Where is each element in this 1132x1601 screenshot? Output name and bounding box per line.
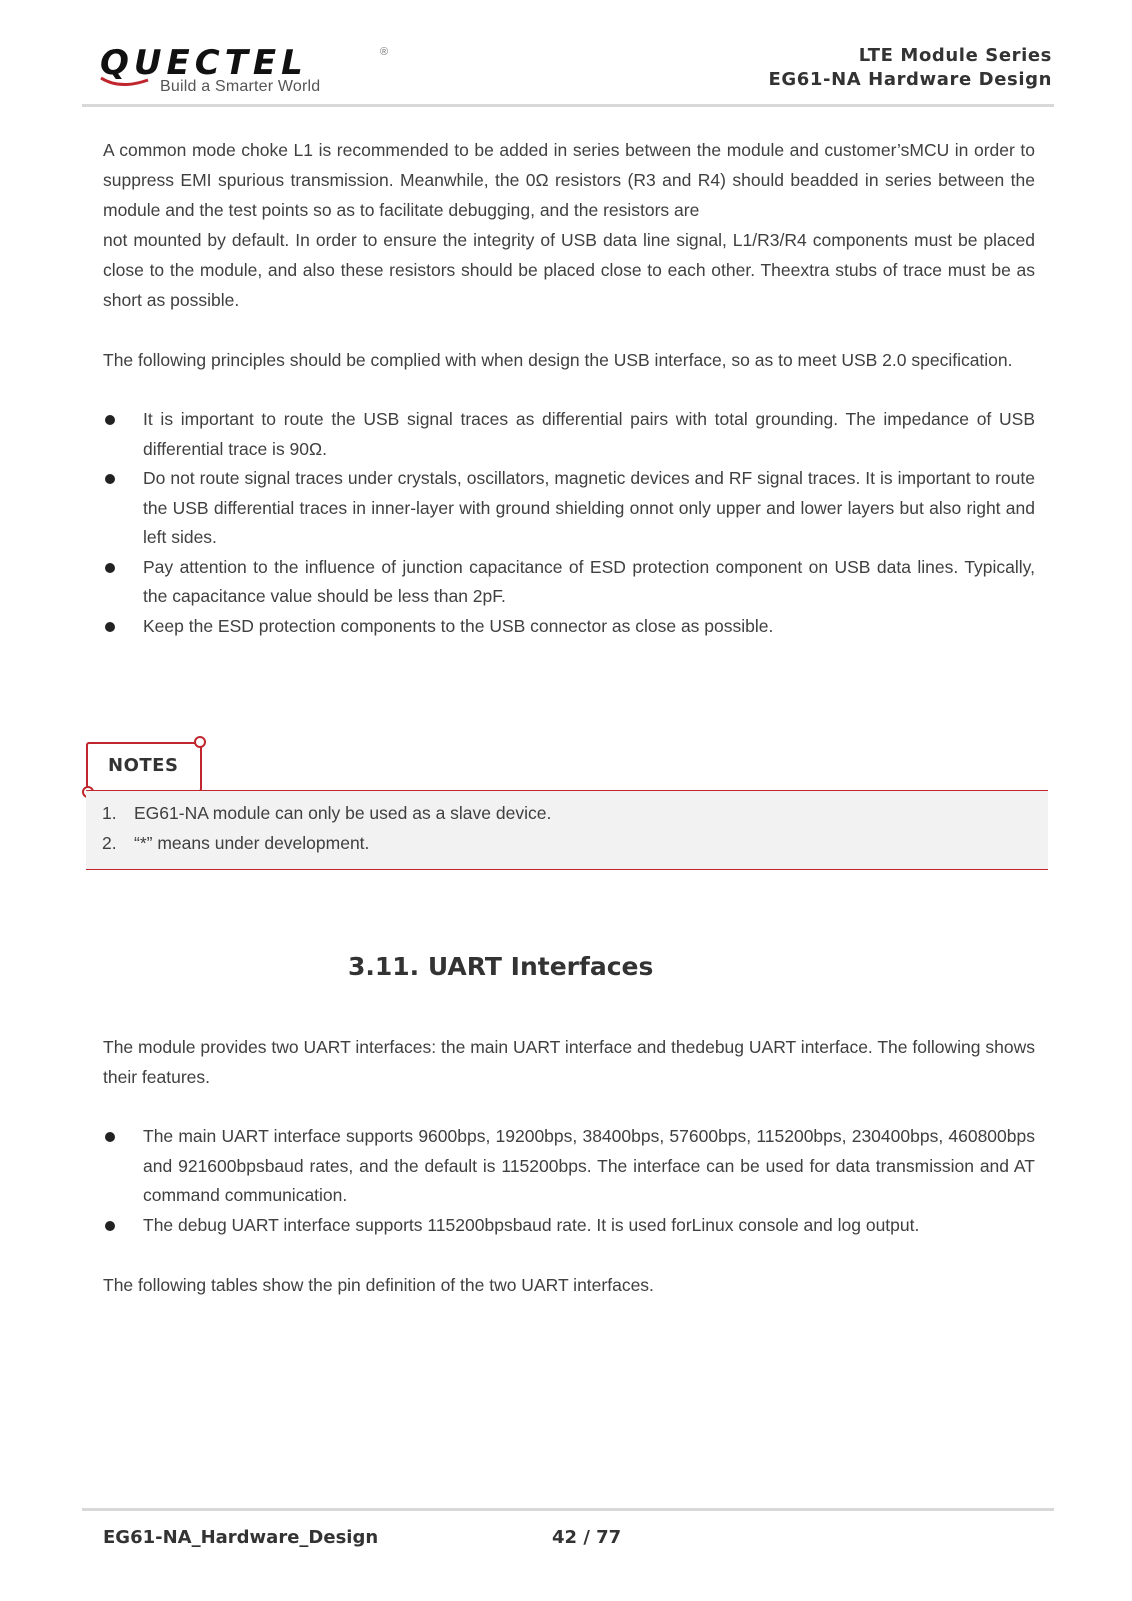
uart-features-list <box>103 1122 1035 1240</box>
list-item: 2. “*” means under development. <box>102 832 370 853</box>
quectel-logo <box>100 44 400 100</box>
bullet-icon <box>105 1132 115 1142</box>
page-footer <box>82 1508 1054 1548</box>
document-title: EG61-NA Hardware Design <box>768 69 1052 90</box>
header-titles <box>769 44 1052 92</box>
logo-swoosh-icon <box>100 74 150 88</box>
list-item: The debug UART interface supports 115200bpsbaud rate. It is used forLinux console and log output. <box>103 1211 1035 1241</box>
logo-tagline: Build a Smarter World <box>160 78 321 95</box>
usb-principles-intro: The following principles should be complied with when design the USB interface, so as to meet USB 2.0 specification. <box>103 350 1013 370</box>
bullet-icon <box>105 415 115 425</box>
notes-block <box>86 742 1048 880</box>
notes-box <box>86 790 1048 870</box>
usb-design-section <box>103 135 1035 641</box>
list-item: 1. EG61-NA module can only be used as a slave device. <box>102 803 552 823</box>
uart-tables-intro: The following tables show the pin definition of the two UART interfaces. <box>103 1275 654 1295</box>
list-item: Pay attention to the influence of junction capacitance of ESD protection component on USB data lines. Typically, the capacitance value should be less than 2pF. <box>103 553 1035 612</box>
list-item: The main UART interface supports 9600bps, 19200bps, 38400bps, 57600bps, 115200bps, 230400bps, 460800bps and 921600bpsbaud rates, and the default is 115200bps. The interface can be used for data transmission and AT command communication. <box>103 1122 1035 1211</box>
page-number: 42 / 77 <box>552 1527 622 1548</box>
logo-wordmark: QUECTEL <box>100 43 308 83</box>
choke-paragraph-part2: not mounted by default. In order to ensure the integrity of USB data line signal, L1/R3/R4 components must be placed close to the module, and also these resistors should be placed close to each other. Theextra stubs of trace must be as short as possible. <box>103 230 1035 310</box>
uart-section <box>103 1032 1035 1300</box>
list-item: It is important to route the USB signal traces as differential pairs with total grounding. The impedance of USB differential trace is 90Ω. <box>103 405 1035 464</box>
registered-mark-icon: ® <box>380 46 389 58</box>
bullet-icon <box>105 563 115 573</box>
choke-paragraph-part1: A common mode choke L1 is recommended to be added in series between the module and customer’sMCU in order to suppress EMI spurious transmission. Meanwhile, the 0Ω resistors (R3 and R4) should beadded in series between the module and the test points so as to facilitate debugging, and the resistors are <box>103 140 1035 220</box>
notes-list <box>86 791 1048 858</box>
notes-scroll-icon <box>86 742 202 792</box>
bullet-icon <box>105 1221 115 1231</box>
list-item: Keep the ESD protection components to the USB connector as close as possible. <box>103 612 1035 642</box>
uart-intro: The module provides two UART interfaces: the main UART interface and thedebug UART interface. The following shows their features. <box>103 1037 1035 1087</box>
usb-principles-list <box>103 405 1035 641</box>
section-heading: 3.11. UART Interfaces <box>348 952 654 981</box>
series-title: LTE Module Series <box>858 45 1052 66</box>
footer-doc-name: EG61-NA_Hardware_Design <box>103 1527 379 1548</box>
page-header <box>82 38 1054 107</box>
bullet-icon <box>105 622 115 632</box>
list-item: Do not route signal traces under crystals, oscillators, magnetic devices and RF signal traces. It is important to route the USB differential traces in inner-layer with ground shielding onnot only upper and lower layers but also right and left sides. <box>103 464 1035 553</box>
notes-label: NOTES <box>108 755 179 776</box>
bullet-icon <box>105 474 115 484</box>
